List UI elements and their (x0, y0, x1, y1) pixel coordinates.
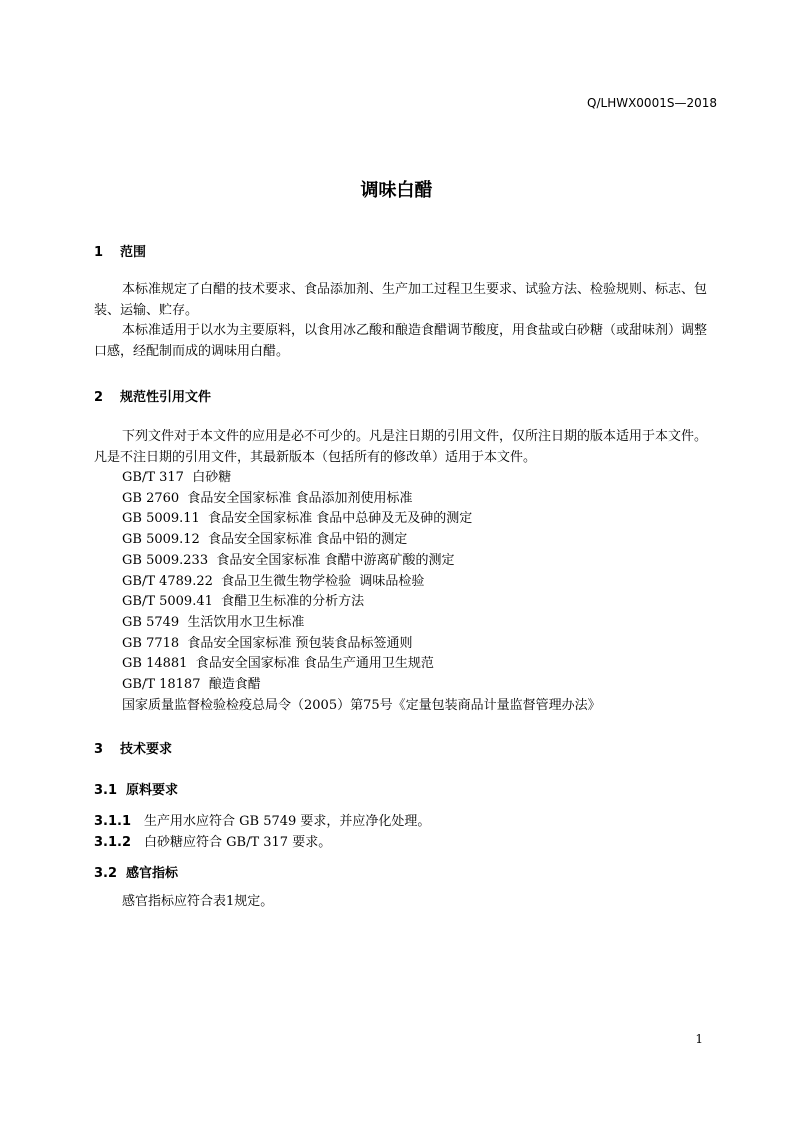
subsection-3-1-heading (94, 779, 178, 798)
section-1-paragraph-2: 本标准适用于以水为主要原料，以食用冰乙酸和酿造食醋调节酸度，用食盐或白砂糖（或甜味剂）调整口感，经配制而成的调味用白醋。 (94, 323, 708, 359)
subsection-number: 3.1 (94, 783, 118, 798)
page-title: 调味白醋 (360, 180, 433, 201)
reference-item: GB 5009.11 食品安全国家标准 食品中总砷及无及砷的测定 (122, 511, 473, 527)
section-1-paragraph-1: 本标准规定了白醋的技术要求、食品添加剂、生产加工过程卫生要求、试验方法、检验规则、标志、包装、运输、贮存。 (94, 282, 708, 318)
section-1-heading (94, 241, 146, 260)
reference-item: GB/T 5009.41 食醋卫生标准的分析方法 (122, 594, 365, 610)
clause-text: 白砂糖应符合 GB/T 317 要求。 (144, 835, 332, 850)
reference-item: GB 2760 食品安全国家标准 食品添加剂使用标准 (122, 490, 413, 506)
reference-item: GB/T 4789.22 食品卫生微生物学检验 调味品检验 (122, 573, 425, 589)
section-number: 1 (94, 245, 104, 260)
page-number: 1 (695, 1032, 703, 1046)
reference-item: GB 5009.12 食品安全国家标准 食品中铅的测定 (122, 532, 408, 548)
section-number: 3 (94, 742, 104, 757)
section-2-intro: 下列文件对于本文件的应用是必不可少的。凡是注日期的引用文件，仅所注日期的版本适用于本文件。凡是不注日期的引用文件，其最新版本（包括所有的修改单）适用于本文件。 (94, 429, 708, 465)
document-code: Q/LHWX0001S—2018 (587, 96, 717, 110)
subsection-number: 3.2 (94, 866, 118, 881)
subsection-label: 原料要求 (126, 783, 179, 798)
clause-number: 3.1.1 (94, 814, 132, 829)
reference-item: GB 14881 食品安全国家标准 食品生产通用卫生规范 (122, 656, 434, 672)
subsection-3-2-text: 感官指标应符合表1规定。 (122, 894, 274, 909)
reference-item: GB/T 317 白砂糖 (122, 470, 232, 485)
clause-text: 生产用水应符合 GB 5749 要求，并应净化处理。 (144, 814, 431, 829)
reference-item: GB 5749 生活饮用水卫生标准 (122, 614, 305, 630)
subsection-label: 感官指标 (126, 866, 179, 881)
section-2-heading (94, 386, 211, 405)
reference-item: GB 5009.233 食品安全国家标准 食醋中游离矿酸的测定 (122, 552, 455, 568)
clause-3-1-1 (94, 810, 430, 829)
section-3-heading (94, 738, 172, 757)
clause-number: 3.1.2 (94, 835, 132, 850)
section-label: 范围 (120, 245, 147, 260)
section-number: 2 (94, 390, 104, 405)
clause-3-1-2 (94, 831, 331, 850)
reference-item: GB/T 18187 酿造食醋 (122, 677, 261, 693)
reference-item: GB 7718 食品安全国家标准 预包装食品标签通则 (122, 635, 413, 651)
reference-list (122, 468, 601, 716)
reference-item: 国家质量监督检验检疫总局令（2005）第75号《定量包装商品计量监督管理办法》 (122, 697, 601, 713)
section-label: 技术要求 (120, 742, 173, 757)
subsection-3-2-heading (94, 862, 178, 881)
section-label: 规范性引用文件 (120, 390, 212, 405)
